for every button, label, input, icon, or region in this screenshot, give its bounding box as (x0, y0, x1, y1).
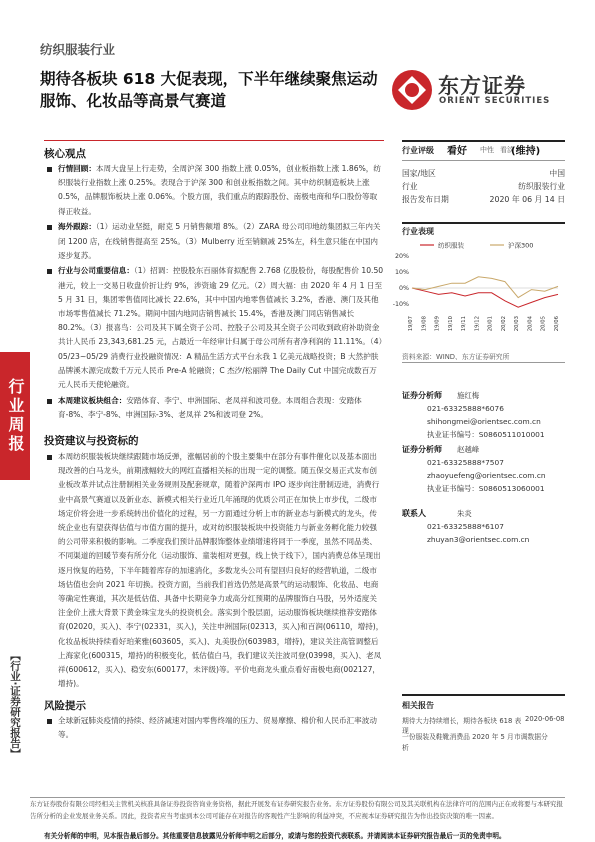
x-tick-label: 19/07 (408, 316, 414, 332)
analyst-name: 朱炎 (457, 509, 472, 518)
analyst-role: 证券分析师 (402, 391, 442, 400)
analyst-block (402, 443, 565, 495)
investment-suggestion-text: 本周纺织服装板块继续跟随市场反弹，涨幅居前的个股主要集中在部分有事件催化以及基本面出现改善的白马龙头，前期涨幅较大的网红直播相关标的出现一定的调整。随五保交易正式发布创业板改革并试点注册制相关业务规则及配套规章，随着沪深两市 IPO 逐步向注册制迈进，消费行业中高景气赛道以及新业态、新模式相关行业近几年涌现的优质公司正在加快上市步伐，二级市场定价将会进一步系统转出价值化的过程，另一方面通过分析上市的新业态与新模式的龙头，传统企业也有望获得估值与市值方面的提升，或对纺织服装板块中投资能力与新业务孵化能力较强的公司带来积极的影响。二季度我们预计品牌服饰整体业绩增速将同于一季度，虽然不同品类、不同渠道的回暖节奏有所分化（运动服饰、童装相对更强，线上快于线下），国内消费总体呈现出逐月恢复的趋势，下半年随着库存的加速消化，多数龙头公司有望回归良好的经营轨道，二级市场估值也会向 2021 年切换。投资方面，当前我们首选仍然是高景气的运动服饰、化妆品、电商等确定性赛道，其次是低估值、具备中长期竞争力或高分红预期的品牌服饰白马股，另外适度关注金价上涨大背景下黄金珠宝龙头的投资机会。落实到个股层面，运动服饰板块继续推荐安踏体育(02020，买入)、李宁(02331，买入)，关注申洲国际(02313，买入)和百润(06110，增持)，化妆品板块持续看好珀莱雅(603605，买入)、丸美股份(603983，增持)，建议关注高管调整后上海家化(600315，增持)的积极变化，低估值白马，我们建议关注波司登(03998，买入)、老凤祥(600612，买入)、稳安东(600177，未评级)等。平价电商龙头重点看好南极电商(002127，增持)。 (44, 450, 384, 691)
analyst-role: 证券分析师 (402, 445, 442, 454)
related-divider (402, 694, 565, 696)
y-tick-label: -10% (392, 301, 409, 308)
analyst-cert: 执业证书编号：S0860513060001 (427, 484, 545, 493)
related-report-link[interactable]: 一份服装及鞋靴消费品 2020 年 5 月市调数据分析 (402, 733, 548, 752)
chart-source: 资料来源：WIND、东方证券研究所 (402, 353, 510, 361)
info-value: 2020 年 06 月 14 日 (489, 195, 565, 204)
rating-option: 看淡 (500, 146, 514, 154)
divider (402, 362, 565, 363)
section-divider (44, 140, 384, 141)
info-value: 中国 (549, 169, 565, 178)
x-tick-label: 19/10 (447, 316, 454, 332)
logo-subtext: ORIENT SECURITIES (439, 96, 551, 106)
core-view-list (44, 162, 384, 424)
disclaimer-emphasis: 有关分析师的申明，见本报告最后部分。其他重要信息披露见分析师申明之后部分，或请与您的投资代表联系。并请阅读本证券研究报告最后一页的免责申明。 (44, 832, 506, 840)
x-tick-label: 19/12 (474, 316, 481, 332)
right-divider (402, 140, 565, 142)
list-item: 行业与公司重要信息：（1）招调：控股股东百丽体育拟配售 2.768 亿股股份，每股配售价 10.50 港元，较上一交易日收盘价折让约 9%，涉资逾 29 亿元。（2）周大福：由 2020 年 4 月 1 日至 5 月 31 日，集团零售值同比减长 22.6%，其中中国内地零售值减长 3.2%，香港、澳门及其他市场零售值减长 71.2%。期间中国内地同店销售减长 15.4%，香港及澳门同店销售减长 80.2%。（3）报喜鸟：公司及其下属全资子公司、控股子公司及其全资子公司收到政府补助资金共计人民币 23,343,681.25 元，占最近一年经审计归属于母公司所有者净利润的 11.11%。（4）05/23~05/29 消费行业投融资情况：A 精品生活方式平台永我 1 亿美元战略投资；B 大然护肤品牌溪木源完成数千万元人民币 Pre-A 轮融资；C 杰汐/松丽牌 The Daily Cut 中国完成数百万元人民币天使轮融资。 (44, 264, 384, 392)
report-type-tab: 行业周报 (0, 352, 30, 480)
analyst-email[interactable]: zhaoyuefeng@orientsec.com.cn (427, 471, 546, 480)
related-report-link[interactable]: 期待大力持续增长，期待各板块 618 表现 (402, 717, 522, 735)
series-line (412, 288, 558, 307)
legend-label: 沪深300 (508, 241, 534, 250)
info-key: 报告发布日期 (402, 195, 449, 204)
rating-value: 看好 (447, 146, 467, 157)
chart-title: 行业表现 (402, 227, 434, 236)
x-tick-label: 20/03 (514, 316, 521, 332)
logo-text: 东方证券 (438, 74, 526, 98)
list-item: 行情回顾：本周大盘呈上行走势，全周沪深 300 指数上涨 0.05%，创业板指数上涨 1.86%，纺织服装行业指数上涨 0.25%。表现合于沪深 300 和创业板指数之间。其中纺织制造板块上涨 0.5%，品牌服饰板块上涨 0.06%。个股方面，我们重点的跟踪股份、南极电商和华口股份等取得正收益。 (44, 162, 384, 219)
list-item: 本周建议板块组合：安踏体育、李宁、申洲国际、老凤祥和波司登。本周组合表现：安踏体育-8%、李宁-8%、申洲国际-3%、老凤祥 2%和波司登 2%。 (44, 394, 384, 422)
y-tick-label: 20% (395, 253, 409, 260)
x-tick-label: 19/09 (434, 316, 441, 332)
info-key: 国家/地区 (402, 169, 436, 178)
y-tick-label: 0% (399, 285, 409, 292)
company-logo (390, 68, 565, 112)
risk-list (44, 714, 384, 744)
y-tick-label: 10% (395, 269, 409, 276)
chart-divider (402, 222, 565, 224)
logo-mark-icon (390, 68, 434, 112)
analyst-cert: 执业证书编号：S0860511010001 (427, 430, 545, 439)
analyst-name: 施红梅 (457, 391, 480, 400)
x-tick-label: 20/01 (487, 316, 494, 332)
analyst-phone: 021-63325888*6076 (427, 404, 504, 413)
series-line (412, 277, 558, 298)
report-category-label: 【行业·证券研究报告】 (9, 650, 21, 759)
analyst-phone: 021-63325888*6107 (427, 522, 504, 531)
list-item: 全球新冠肺炎疫情的持续、经济减速对国内零售终端的压力、贸易摩擦、棉价和人民币汇率波动等。 (44, 714, 384, 742)
info-key: 行业 (402, 182, 418, 191)
core-view-heading: 核心观点 (44, 148, 86, 160)
rating-maintain: (维持) (511, 146, 541, 157)
related-reports-heading: 相关报告 (402, 701, 434, 710)
x-tick-label: 20/04 (527, 316, 534, 332)
disclaimer: 东方证券股份有限公司经相关主管机关核准具备证券投资咨询业务资格，据此开展发布证券研究报告业务。东方证券股份有限公司及其关联机构在法律许可的范围内正在或将要与本研究报告所分析的企业发展业务关系。因此，投资者应当考虑到本公司可能存在对报告的客观性产生影响的利益冲突，不应视本证券研究报告为作出投资决策的唯一因素。 (30, 797, 565, 837)
rating-label: 行业评级 (402, 146, 434, 155)
x-tick-label: 20/02 (500, 316, 507, 332)
legend-label: 纺织服装 (438, 241, 464, 250)
related-report-date: 2020-06-08 (525, 715, 565, 723)
analyst-email[interactable]: shihongmei@orientsec.com.cn (427, 417, 541, 426)
analyst-name: 赵越峰 (457, 445, 480, 454)
analyst-phone: 021-63325888*7507 (427, 458, 504, 467)
list-item: 海外跟踪：（1）运动业坚挺，耐克 5 月销售额增 8%。（2）ZARA 母公司印地纺集团拟三年内关闭 1200 店，在线销售提高至 25%。（3）Mulberry 近至销额减 25%左，科生意只能在中国内逐步复苏。 (44, 220, 384, 263)
risk-heading: 风险提示 (44, 700, 86, 712)
rating-option: 中性 (480, 146, 494, 154)
x-tick-label: 19/08 (421, 316, 428, 332)
x-tick-label: 19/11 (461, 316, 468, 332)
investment-suggestion-heading: 投资建议与投资标的 (44, 435, 139, 447)
info-value: 纺织服装行业 (518, 182, 565, 191)
analyst-role: 联系人 (402, 509, 426, 518)
x-tick-label: 20/05 (540, 316, 547, 332)
divider (402, 160, 565, 161)
x-tick-label: 20/06 (554, 316, 560, 332)
analyst-block (402, 389, 565, 441)
report-title: 期待各板块 618 大促表现，下半年继续聚焦运动服饰、化妆品等高景气赛道 (40, 70, 378, 110)
analyst-block (402, 507, 565, 546)
performance-chart (380, 236, 565, 346)
industry-label: 纺织服装行业 (40, 42, 116, 57)
analyst-email[interactable]: zhuyan3@orientsec.com.cn (427, 535, 530, 544)
